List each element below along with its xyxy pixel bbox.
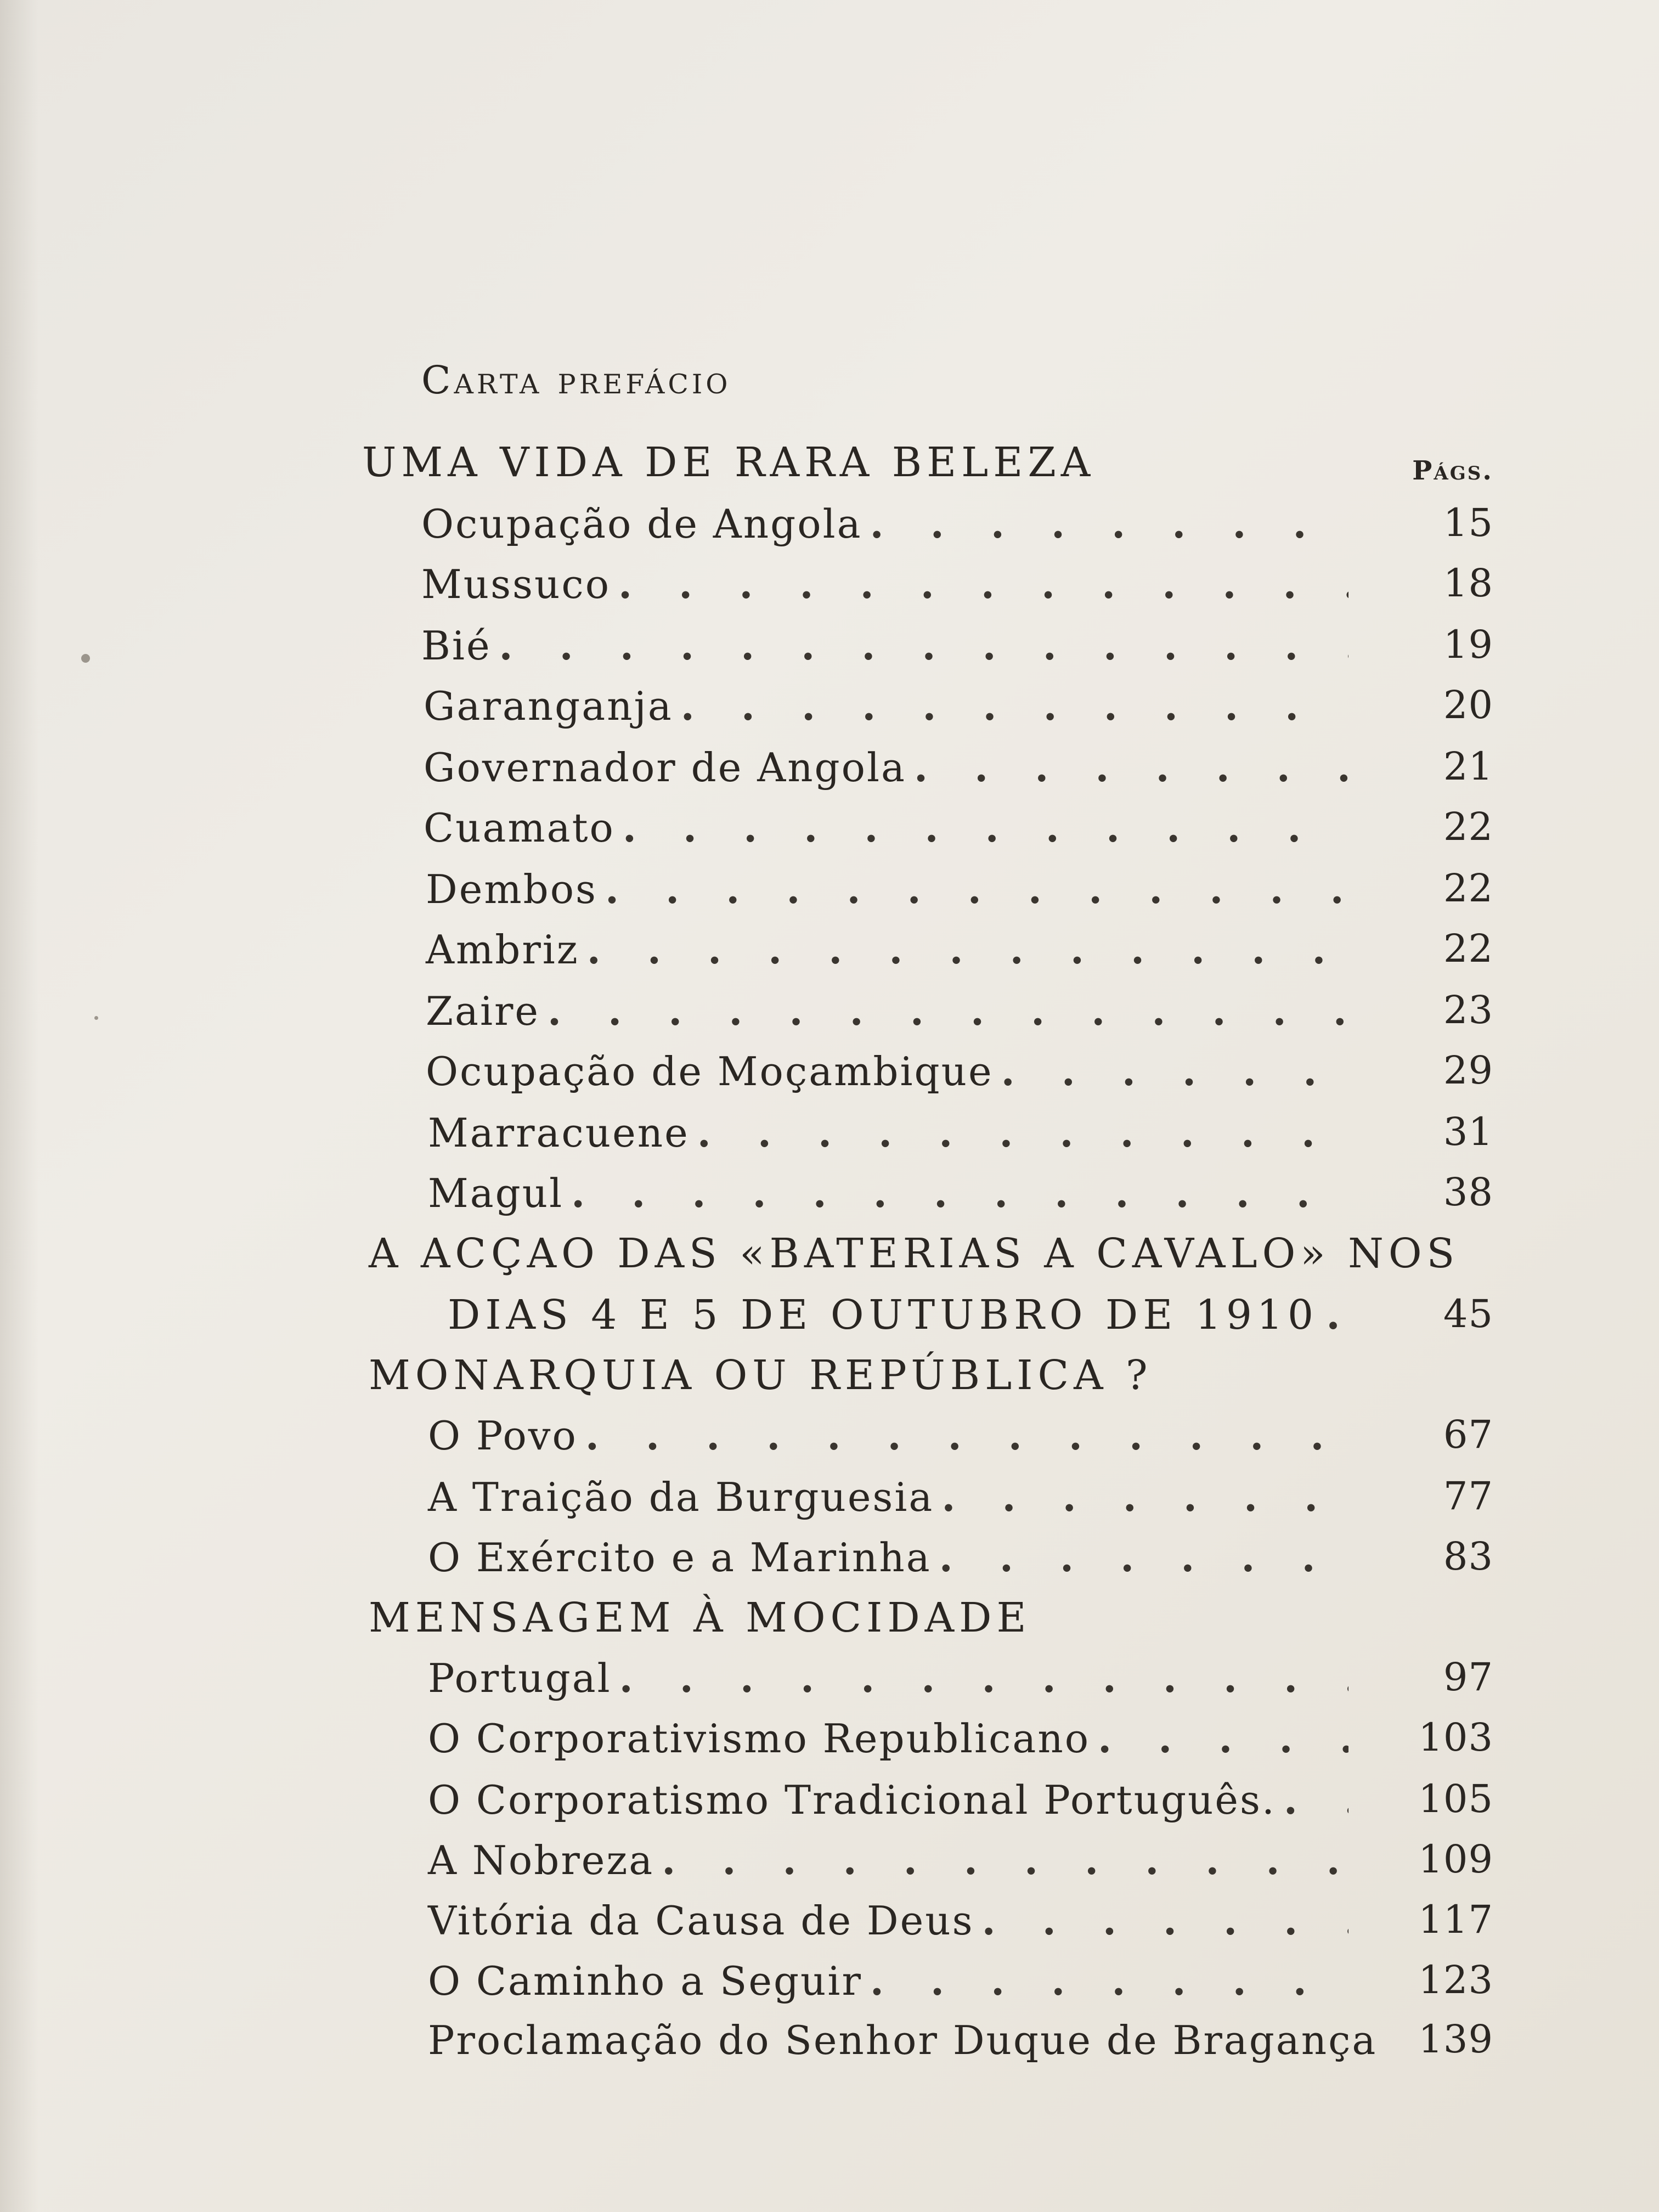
toc-entry[interactable] <box>421 500 1348 547</box>
toc-entry[interactable] <box>424 682 1348 729</box>
dot-leader <box>540 988 1348 1034</box>
section-title-4 <box>369 1594 1031 1641</box>
toc-entry[interactable] <box>428 1715 1348 1762</box>
entry-label: Garanganja <box>424 683 673 729</box>
dot-leader <box>597 866 1348 912</box>
dot-leader <box>1318 1291 1348 1339</box>
entry-label: Marracuene <box>428 1110 690 1156</box>
entry-page-number: 45 <box>1443 1291 1493 1336</box>
toc-entry[interactable] <box>428 1776 1348 1823</box>
toc-entry[interactable] <box>426 988 1348 1034</box>
dot-leader <box>690 1109 1348 1156</box>
section-title-text: MENSAGEM À MOCIDADE <box>369 1594 1031 1641</box>
toc-entry[interactable] <box>428 1412 1348 1459</box>
dot-leader <box>974 1897 1348 1944</box>
entry-label: Magul <box>428 1170 564 1216</box>
dot-leader <box>612 1655 1348 1701</box>
entry-label: O Povo <box>428 1413 578 1459</box>
dot-leader <box>994 1048 1348 1094</box>
toc-entry[interactable] <box>424 744 1348 791</box>
entry-page-number: 31 <box>1443 1109 1493 1154</box>
dot-leader <box>906 744 1348 791</box>
entry-page-number: 22 <box>1443 866 1493 911</box>
dot-leader <box>862 500 1348 547</box>
dot-leader <box>492 622 1348 669</box>
toc-entry[interactable] <box>428 1474 1348 1520</box>
entry-label: Vitória da Causa de Deus <box>428 1898 974 1944</box>
entry-page-number: 105 <box>1418 1776 1493 1821</box>
toc-heading <box>421 358 731 403</box>
dot-leader <box>934 1474 1348 1520</box>
entry-label: Dembos <box>426 866 597 912</box>
entry-label: Cuamato <box>424 805 615 851</box>
toc-entry[interactable] <box>428 1109 1348 1156</box>
toc-entry[interactable] <box>426 1048 1348 1094</box>
toc-entry[interactable] <box>428 1837 1348 1883</box>
dot-leader <box>1276 1776 1348 1823</box>
entry-page-number: 19 <box>1443 622 1493 667</box>
section-title-2-line1[interactable] <box>369 1230 1459 1277</box>
entry-label: O Caminho a Seguir <box>428 1958 862 2004</box>
entry-label: O Exército e a Marinha <box>428 1534 932 1581</box>
dot-leader <box>611 561 1348 607</box>
entry-label: Mussuco <box>421 561 611 607</box>
entry-label: A Nobreza <box>428 1837 654 1883</box>
entry-page-number: 97 <box>1443 1655 1493 1700</box>
section-title-text: MONARQUIA OU REPÚBLICA ? <box>369 1352 1153 1399</box>
entry-label: Governador de Angola <box>424 744 906 791</box>
dot-leader <box>1090 1715 1348 1762</box>
entry-label: Portugal <box>428 1655 612 1701</box>
entry-page-number: 123 <box>1418 1957 1493 2002</box>
dot-leader <box>862 1957 1348 2004</box>
toc-entry[interactable] <box>424 804 1348 851</box>
toc-entry[interactable] <box>428 1897 1348 1944</box>
toc-entry[interactable] <box>428 1170 1348 1216</box>
entry-page-number: 15 <box>1443 500 1493 545</box>
dot-leader <box>654 1837 1348 1883</box>
entry-label: Zaire <box>426 988 540 1034</box>
section-title-1 <box>362 439 1095 486</box>
toc-entry[interactable] <box>428 1534 1348 1581</box>
entry-page-number: 29 <box>1443 1048 1493 1093</box>
entry-label: Bié <box>421 623 492 669</box>
entry-label: O Corporativismo Republicano <box>428 1716 1091 1762</box>
dot-leader <box>579 926 1348 973</box>
pags-label: Págs. <box>1412 455 1493 486</box>
section-title-text: UMA VIDA DE RARA BELEZA <box>362 439 1096 486</box>
entry-page-number: 38 <box>1443 1170 1493 1215</box>
entry-page-number: 83 <box>1443 1534 1493 1579</box>
toc-entry[interactable] <box>426 926 1348 973</box>
entry-label: Ambriz <box>426 927 579 973</box>
toc-entry[interactable] <box>421 561 1348 607</box>
entry-label: Ocupação de Angola <box>421 501 862 547</box>
carta-prefacio-heading: Carta prefácio <box>421 358 731 403</box>
dot-leader <box>932 1534 1348 1581</box>
dot-leader <box>563 1170 1348 1216</box>
dot-leader <box>673 682 1348 729</box>
toc-entry[interactable] <box>428 1957 1348 2004</box>
entry-page-number: 20 <box>1443 682 1493 727</box>
entry-page-number: 22 <box>1443 804 1493 849</box>
section-title-2-line2[interactable] <box>448 1291 1348 1339</box>
entry-label: O Corporatismo Tradicional Português. <box>428 1777 1276 1823</box>
entry-page-number: 139 <box>1418 2017 1493 2062</box>
entry-page-number: 103 <box>1418 1715 1493 1760</box>
entry-page-number: 23 <box>1443 988 1493 1032</box>
entry-page-number: 117 <box>1418 1897 1493 1942</box>
toc-entry[interactable] <box>428 2017 1378 2063</box>
toc-entry[interactable] <box>428 1655 1348 1701</box>
entry-label: A Traição da Burguesia <box>428 1474 934 1520</box>
section-title-text: DIAS 4 E 5 DE OUTUBRO DE 1910 <box>448 1291 1319 1339</box>
dot-leader <box>578 1412 1348 1459</box>
toc-entry[interactable] <box>426 866 1348 912</box>
dot-leader <box>1377 2017 1385 2063</box>
entry-label: Ocupação de Moçambique <box>426 1048 994 1094</box>
entry-page-number: 109 <box>1418 1837 1493 1882</box>
toc-entry[interactable] <box>421 622 1348 669</box>
entry-page-number: 21 <box>1443 744 1493 789</box>
section-title-3 <box>369 1352 1153 1399</box>
entry-page-number: 22 <box>1443 926 1493 971</box>
entry-page-number: 67 <box>1443 1412 1493 1457</box>
entry-label: Proclamação do Senhor Duque de Bragança <box>428 2017 1378 2063</box>
section-title-text: A ACÇAO DAS «BATERIAS A CAVALO» NOS <box>369 1230 1460 1277</box>
dot-leader <box>615 804 1348 851</box>
entry-page-number: 77 <box>1443 1474 1493 1519</box>
entry-page-number: 18 <box>1443 561 1493 606</box>
